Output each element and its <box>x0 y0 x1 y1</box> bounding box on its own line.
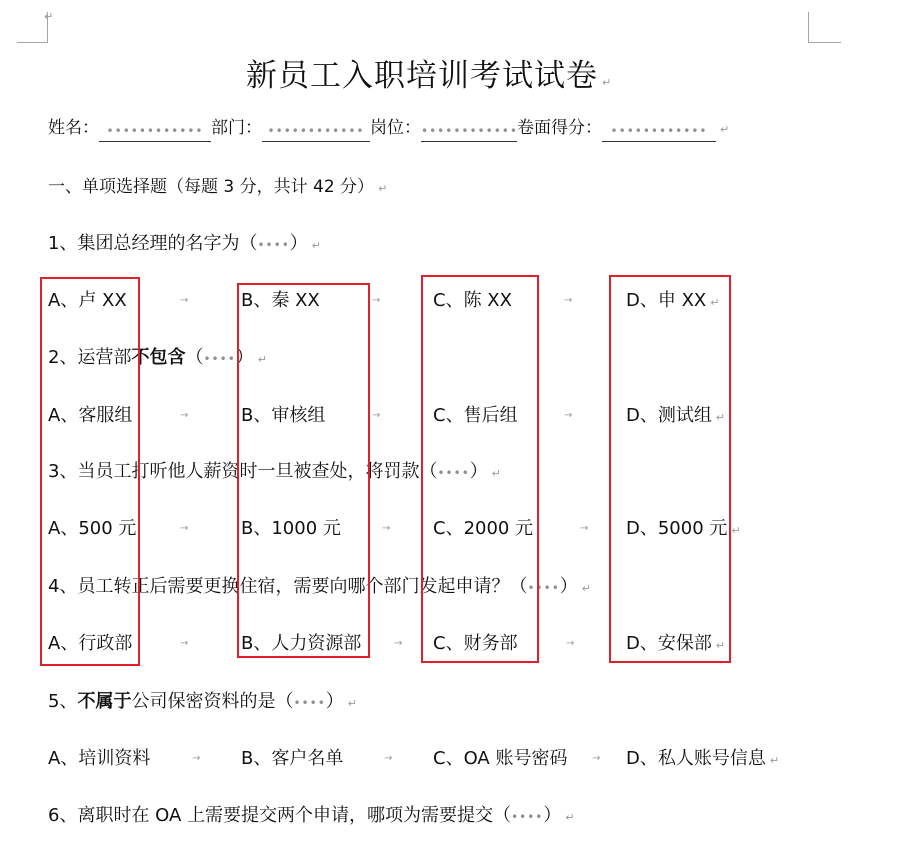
q3-option-c[interactable]: C、2000 元 <box>433 518 534 539</box>
question-1: 1、集团总经理的名字为（••••） ↵ <box>48 233 321 254</box>
emphasis-text: 不包含 <box>131 347 186 368</box>
q3-option-a[interactable]: A、500 元 <box>48 518 137 539</box>
q4-option-a[interactable]: A、行政部 <box>48 633 133 654</box>
document-title: 新员工入职培训考试试卷 ↵ <box>246 58 613 94</box>
tab-mark: → <box>566 638 575 649</box>
score-label: 卷面得分： <box>517 118 602 138</box>
q1-option-a[interactable]: A、卢 XX <box>48 290 127 311</box>
score-blank[interactable]: •••••••••••• <box>602 120 716 142</box>
position-label: 岗位： <box>370 118 421 138</box>
q2-option-b[interactable]: B、审核组 <box>241 405 326 426</box>
question-3: 3、当员工打听他人薪资时一旦被查处，将罚款（••••） ↵ <box>48 461 501 482</box>
tab-mark: → <box>580 523 589 534</box>
question-5: 5、不属于公司保密资料的是（••••） ↵ <box>48 691 357 712</box>
tab-mark: → <box>372 410 381 421</box>
dept-label: 部门： <box>211 118 262 138</box>
examinee-info-line: 姓名： •••••••••••• 部门： •••••••••••• 岗位：••••••••••••卷面得分： •••••••••••• ↵ <box>48 116 729 142</box>
q5-option-c[interactable]: C、OA 账号密码 <box>433 748 568 769</box>
highlight-box-column-a <box>40 277 140 666</box>
tab-mark: → <box>394 638 403 649</box>
q1-option-b[interactable]: B、秦 XX <box>241 290 320 311</box>
tab-mark: → <box>180 410 189 421</box>
tab-mark: → <box>564 410 573 421</box>
q5-option-b[interactable]: B、客户名单 <box>241 748 344 769</box>
q3-option-d[interactable]: D、5000 元 ↵ <box>626 518 741 539</box>
tab-mark: → <box>180 523 189 534</box>
tab-mark: → <box>180 638 189 649</box>
q4-option-c[interactable]: C、财务部 <box>433 633 518 654</box>
q2-option-c[interactable]: C、售后组 <box>433 405 518 426</box>
name-blank[interactable]: •••••••••••• <box>99 120 211 142</box>
highlight-box-column-b <box>237 283 370 658</box>
dept-blank[interactable]: •••••••••••• <box>262 120 370 142</box>
name-label: 姓名： <box>48 118 99 138</box>
tab-mark: → <box>592 753 601 764</box>
position-blank[interactable]: •••••••••••• <box>421 120 517 142</box>
q4-option-d[interactable]: D、安保部 ↵ <box>626 633 726 654</box>
q4-option-b[interactable]: B、人力资源部 <box>241 633 362 654</box>
section-heading: 一、单项选择题（每题 3 分，共计 42 分） ↵ <box>48 177 388 197</box>
tab-mark: → <box>382 523 391 534</box>
q1-option-c[interactable]: C、陈 XX <box>433 290 512 311</box>
emphasis-text: 不属于 <box>77 691 132 712</box>
q1-option-d[interactable]: D、申 XX ↵ <box>626 290 720 311</box>
question-6: 6、离职时在 OA 上需要提交两个申请，哪项为需要提交（••••） ↵ <box>48 805 575 826</box>
q5-option-a[interactable]: A、培训资料 <box>48 748 151 769</box>
tab-mark: → <box>192 753 201 764</box>
tab-mark: → <box>564 295 573 306</box>
tab-mark: → <box>384 753 393 764</box>
question-2: 2、运营部不包含（••••） ↵ <box>48 347 267 368</box>
highlight-box-column-d <box>609 275 731 663</box>
tab-mark: → <box>372 295 381 306</box>
q2-option-a[interactable]: A、客服组 <box>48 405 133 426</box>
q2-option-d[interactable]: D、测试组 ↵ <box>626 405 726 426</box>
highlight-box-column-c <box>421 275 539 663</box>
tab-mark: → <box>180 295 189 306</box>
q5-option-d[interactable]: D、私人账号信息 ↵ <box>626 748 780 769</box>
page-corner-mark-right <box>808 12 841 43</box>
question-4: 4、员工转正后需要更换住宿，需要向哪个部门发起申请？（••••） ↵ <box>48 576 591 597</box>
paragraph-mark: ↵ <box>44 10 54 23</box>
q3-option-b[interactable]: B、1000 元 <box>241 518 341 539</box>
